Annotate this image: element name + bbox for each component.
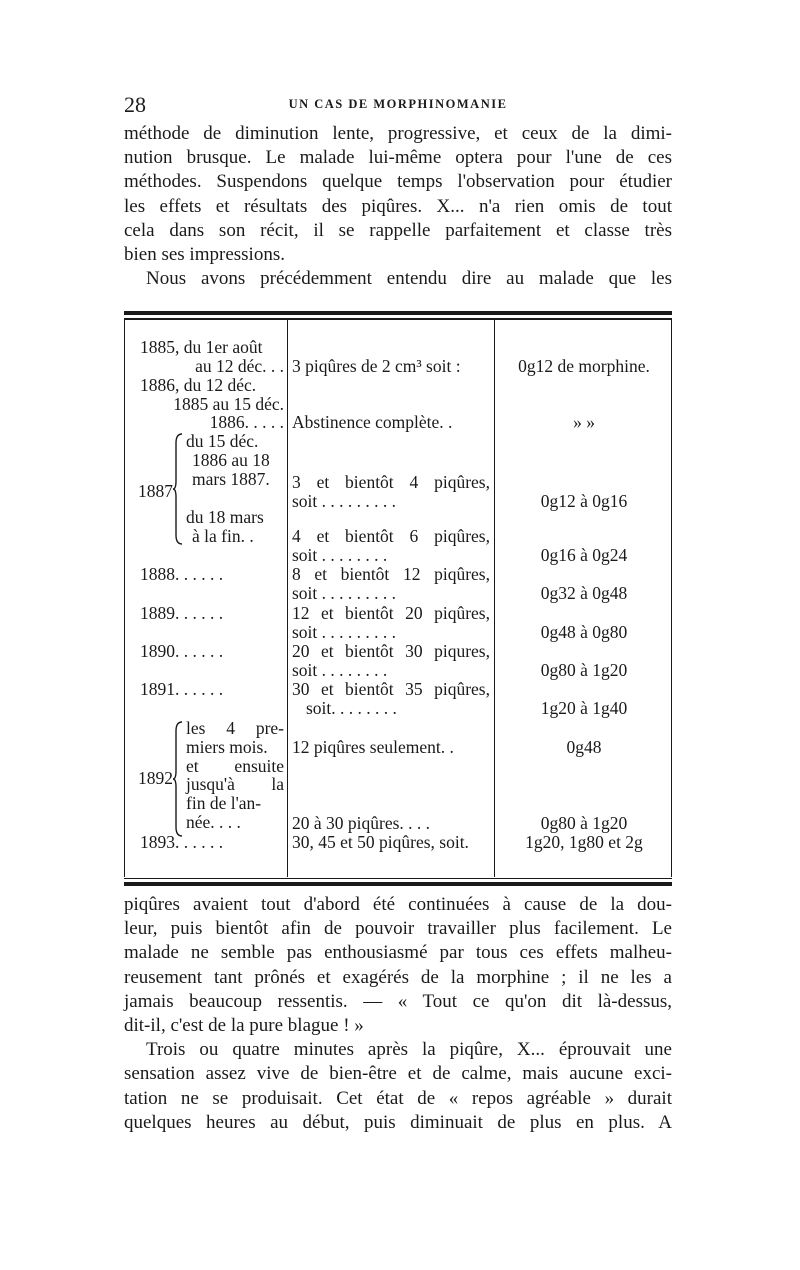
desc-line: soit . . . . . . . . [292, 659, 388, 680]
brace-sub-entries [186, 432, 284, 488]
text-line: quelques heures au début, puis diminuait de plus en plus. A [124, 1111, 672, 1133]
column-rule [671, 320, 672, 877]
year-cell: 1885, du 1er août [140, 337, 263, 357]
desc-cell [292, 642, 490, 679]
sub-entry: du 15 déc. [186, 431, 259, 451]
text-line: cela dans son récit, il se rappelle parfaitement et classe très [124, 219, 672, 241]
bottom-paragraph [124, 893, 672, 1135]
desc-line: soit . . . . . . . . . [292, 490, 397, 511]
dosage-table [124, 311, 672, 886]
year-cell: au 12 déc. . . [195, 355, 284, 376]
table-top-rule [124, 311, 672, 315]
desc-line: 3 et bientôt 4 piqûres, [292, 472, 490, 492]
desc-cell [292, 527, 490, 564]
desc-cell [292, 680, 490, 717]
dose-cell: 0g32 à 0g48 [540, 583, 628, 603]
sub-entry: et ensuite [186, 755, 284, 776]
brace-icon [173, 721, 183, 837]
desc-cell: 12 piqûres seulement. . [292, 737, 454, 757]
year-cell: 1891. . . . . . [140, 679, 224, 699]
desc-cell [292, 473, 490, 510]
sub-entry: miers mois. [186, 736, 268, 757]
column-rule [494, 320, 495, 877]
desc-line: 30 et bientôt 35 piqûres, [292, 679, 490, 699]
top-paragraph [124, 122, 672, 291]
desc-cell [292, 604, 490, 641]
column-rule [124, 320, 125, 877]
brace-icon [173, 433, 183, 545]
text-line: piqûres avaient tout d'abord été continuées à cause de la dou- [124, 894, 672, 915]
text-line: reusement tant prônés et exagérés de la morphine ; il ne les a [124, 966, 672, 988]
text-line: les effets et résultats des piqûres. X... n'a rien omis de tout [124, 195, 672, 217]
desc-line: 8 et bientôt 12 piqûres, [292, 564, 490, 584]
brace-sub-entries [186, 719, 284, 832]
sub-entry: mars 1887. [192, 468, 270, 489]
year-cell: 1885 au 15 déc. [173, 393, 284, 414]
table-top-rule-thin [124, 318, 672, 320]
text-line: nution brusque. Le malade lui-même optera pour l'une de ces [124, 147, 672, 169]
text-line: Trois ou quatre minutes après la piqûre, X... éprouvait une [146, 1039, 672, 1061]
brace-year-label: 1892 [138, 768, 173, 788]
table-row-year [140, 376, 284, 432]
desc-cell: 30, 45 et 50 piqûres, soit. [292, 832, 469, 852]
table-row-year [140, 338, 284, 375]
desc-line: 20 et bientôt 30 piqures, [292, 641, 490, 661]
text-line: dit-il, c'est de la pure blague ! » [124, 1015, 364, 1037]
dose-cell: » » [573, 412, 595, 432]
desc-line: soit . . . . . . . . . [292, 582, 397, 603]
year-cell: 1889. . . . . . [140, 603, 224, 623]
dose-cell: 0g80 à 1g20 [540, 813, 628, 833]
text-line: méthodes. Suspendons quelque temps l'observation pour étudier [124, 171, 672, 193]
desc-line: 12 et bientôt 20 piqûres, [292, 603, 490, 623]
dose-cell: 0g16 à 0g24 [540, 545, 628, 565]
running-head: UN CAS DE MORPHINOMANIE [288, 97, 508, 111]
desc-cell: 3 piqûres de 2 cm³ soit : [292, 356, 461, 376]
column-rule [287, 320, 288, 877]
sub-entry: jusqu'à la [186, 774, 284, 795]
text-line: jamais beaucoup ressentis. — « Tout ce qu'on dit là-dessus, [124, 990, 672, 1012]
dose-cell: 1g20 à 1g40 [540, 698, 628, 718]
desc-line: soit . . . . . . . . . [292, 621, 397, 642]
sub-entry: 1886 au 18 [192, 449, 270, 470]
sub-entry: fin de l'an- [186, 793, 262, 814]
table-bottom-rule [124, 882, 672, 886]
sub-entry: née. . . . [186, 811, 241, 832]
sub-entry: les 4 pre- [186, 718, 284, 738]
page-header [124, 92, 672, 122]
sub-entry: à la fin. . [192, 525, 254, 546]
text-line: leur, puis bientôt afin de pouvoir travailler plus facilement. Le [124, 918, 672, 940]
text-line: bien ses impressions. [124, 244, 285, 266]
desc-cell: Abstinence complète. . [292, 412, 453, 432]
text-line: tation ne se produisait. Cet état de « repos agréable » durait [124, 1087, 672, 1109]
page-number: 28 [124, 92, 146, 117]
dose-cell: 0g12 de morphine. [518, 356, 650, 376]
desc-line: soit . . . . . . . . [292, 544, 388, 565]
desc-line: 4 et bientôt 6 piqûres, [292, 526, 490, 546]
dose-cell: 0g12 à 0g16 [540, 491, 628, 511]
table-bottom-rule-thin [124, 878, 672, 880]
brace-sub-entries [186, 508, 284, 546]
dose-cell: 1g20, 1g80 et 2g [525, 832, 643, 852]
text-line: Nous avons précédemment entendu dire au malade que les [146, 268, 672, 290]
text-line: méthode de diminution lente, progressive, et ceux de la dimi- [124, 123, 672, 144]
dose-cell: 0g48 à 0g80 [540, 622, 628, 642]
brace-year-label: 1887 [138, 481, 173, 501]
year-cell: 1893. . . . . . [140, 832, 224, 852]
text-line: malade ne semble pas enthousiasmé par tous ces effets malheu- [124, 942, 672, 964]
dose-cell: 0g48 [566, 737, 602, 757]
dose-cell: 0g80 à 1g20 [540, 660, 628, 680]
desc-cell: 20 à 30 piqûres. . . . [292, 813, 431, 833]
text-line: sensation assez vive de bien-être et de calme, mais aucune exci- [124, 1063, 672, 1085]
year-cell: 1886, du 12 déc. [140, 375, 257, 395]
year-cell: 1888. . . . . . [140, 564, 224, 584]
desc-line: soit. . . . . . . . [306, 697, 397, 718]
desc-cell [292, 565, 490, 602]
year-cell: 1886. . . . . [209, 412, 284, 432]
year-cell: 1890. . . . . . [140, 641, 224, 661]
sub-entry: du 18 mars [186, 507, 264, 527]
